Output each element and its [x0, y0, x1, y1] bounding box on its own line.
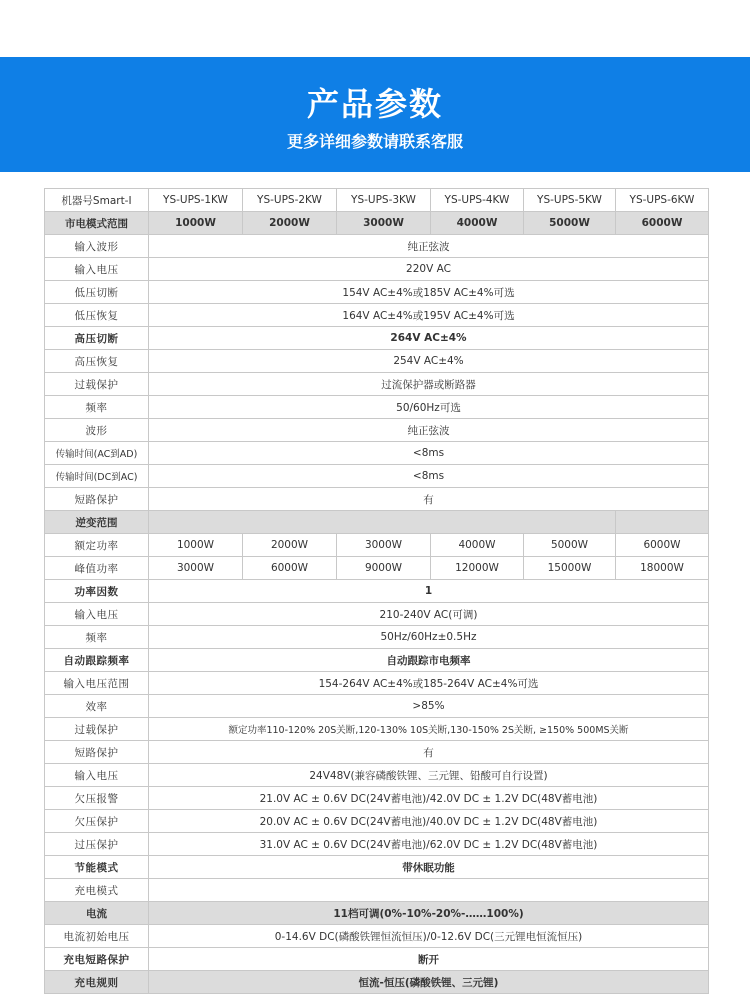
row-label: 峰值功率: [45, 557, 149, 580]
row-label: 短路保护: [45, 488, 149, 511]
row-value: 11档可调(0%-10%-20%-……100%): [149, 902, 709, 925]
table-cell: 3000W: [149, 557, 243, 580]
row-label: 过载保护: [45, 718, 149, 741]
section-label: 电流: [45, 902, 149, 925]
table-row: [45, 442, 709, 465]
row-label: 输入电压: [45, 603, 149, 626]
table-row: [45, 649, 709, 672]
table-row: [45, 373, 709, 396]
row-value: <8ms: [149, 465, 709, 488]
table-cell: 6000W: [243, 557, 337, 580]
row-value: 154-264V AC±4%或185-264V AC±4%可选: [149, 672, 709, 695]
table-row: [45, 695, 709, 718]
header-banner: [0, 57, 750, 172]
table-row: [45, 281, 709, 304]
section-label: 市电模式范围: [45, 212, 149, 235]
table-row: [45, 488, 709, 511]
row-label: 高压恢复: [45, 350, 149, 373]
row-value: [149, 879, 709, 902]
table-row: [45, 741, 709, 764]
table-cell: 18000W: [616, 557, 709, 580]
table-cell: 4000W: [431, 534, 524, 557]
row-label: 传输时间(AC到AD): [45, 442, 149, 465]
table-cell: 1000W: [149, 212, 243, 235]
page-subtitle: 更多详细参数请联系客服: [286, 132, 463, 151]
row-label: 短路保护: [45, 741, 149, 764]
row-value: 1: [149, 580, 709, 603]
model-cell: YS-UPS-5KW: [524, 189, 616, 212]
table-row: [45, 396, 709, 419]
row-label: 传输时间(DC到AC): [45, 465, 149, 488]
table-cell: 4000W: [431, 212, 524, 235]
table-cell: 3000W: [337, 212, 431, 235]
row-label: 频率: [45, 396, 149, 419]
row-value: 254V AC±4%: [149, 350, 709, 373]
model-cell: YS-UPS-3KW: [337, 189, 431, 212]
row-value: 自动跟踪市电频率: [149, 649, 709, 672]
row-value: 断开: [149, 948, 709, 971]
row-label: 充电规则: [45, 971, 149, 994]
row-value: 24V48V(兼容磷酸铁锂、三元锂、铅酸可自行设置): [149, 764, 709, 787]
table-row: [45, 465, 709, 488]
table-row: [45, 350, 709, 373]
model-cell: YS-UPS-1KW: [149, 189, 243, 212]
table-row: [45, 626, 709, 649]
table-header-row: [45, 189, 709, 212]
table-row: [45, 672, 709, 695]
row-label: 输入电压范围: [45, 672, 149, 695]
row-value: 0-14.6V DC(磷酸铁锂恒流恒压)/0-12.6V DC(三元锂电恒流恒压): [149, 925, 709, 948]
row-value: 220V AC: [149, 258, 709, 281]
row-value: 50/60Hz可选: [149, 396, 709, 419]
table-row: [45, 787, 709, 810]
spec-table: [44, 188, 709, 994]
section-label: 逆变范围: [45, 511, 149, 534]
row-value: 31.0V AC ± 0.6V DC(24V蓄电池)/62.0V DC ± 1.2V DC(48V蓄电池): [149, 833, 709, 856]
row-label: 欠压保护: [45, 810, 149, 833]
row-value: 50Hz/60Hz±0.5Hz: [149, 626, 709, 649]
row-label: 频率: [45, 626, 149, 649]
row-label: 输入电压: [45, 764, 149, 787]
table-row: [45, 925, 709, 948]
row-label: 输入波形: [45, 235, 149, 258]
row-value: 纯正弦波: [149, 419, 709, 442]
row-value: 210-240V AC(可调): [149, 603, 709, 626]
page-title: 产品参数: [306, 85, 443, 123]
model-cell: YS-UPS-4KW: [431, 189, 524, 212]
table-row: [45, 810, 709, 833]
table-cell: 2000W: [243, 534, 337, 557]
table-cell: 12000W: [431, 557, 524, 580]
table-cell: 5000W: [524, 212, 616, 235]
model-label-cell: 机器号Smart-I: [45, 189, 149, 212]
table-row: [45, 718, 709, 741]
table-row: [45, 856, 709, 879]
table-cell: 9000W: [337, 557, 431, 580]
row-value: 21.0V AC ± 0.6V DC(24V蓄电池)/42.0V DC ± 1.2V DC(48V蓄电池): [149, 787, 709, 810]
row-label: 功率因数: [45, 580, 149, 603]
table-row: [45, 971, 709, 994]
row-value: 154V AC±4%或185V AC±4%可选: [149, 281, 709, 304]
table-cell: 6000W: [616, 212, 709, 235]
row-value: 有: [149, 488, 709, 511]
table-cell: 5000W: [524, 534, 616, 557]
table-row: [45, 304, 709, 327]
row-label: 充电短路保护: [45, 948, 149, 971]
model-cell: YS-UPS-2KW: [243, 189, 337, 212]
row-value: 264V AC±4%: [149, 327, 709, 350]
table-cell: 6000W: [616, 534, 709, 557]
row-label: 高压切断: [45, 327, 149, 350]
row-label: 波形: [45, 419, 149, 442]
row-value: <8ms: [149, 442, 709, 465]
row-label: 效率: [45, 695, 149, 718]
row-value: 164V AC±4%或195V AC±4%可选: [149, 304, 709, 327]
table-cell: [149, 511, 616, 534]
section-row-inverter: [45, 511, 709, 534]
model-cell: YS-UPS-6KW: [616, 189, 709, 212]
row-value: 带休眠功能: [149, 856, 709, 879]
row-value: >85%: [149, 695, 709, 718]
table-row: [45, 879, 709, 902]
table-row: [45, 948, 709, 971]
row-label: 电流初始电压: [45, 925, 149, 948]
table-row: [45, 764, 709, 787]
row-label: 低压切断: [45, 281, 149, 304]
table-cell: 1000W: [149, 534, 243, 557]
row-label: 欠压报警: [45, 787, 149, 810]
table-cell: 3000W: [337, 534, 431, 557]
row-label: 过载保护: [45, 373, 149, 396]
row-value: 额定功率110-120% 20S关断,120-130% 10S关断,130-150% 2S关断, ≥150% 500MS关断: [149, 718, 709, 741]
table-cell: 15000W: [524, 557, 616, 580]
row-label: 节能模式: [45, 856, 149, 879]
table-row: [45, 603, 709, 626]
row-label: 自动跟踪频率: [45, 649, 149, 672]
row-label: 过压保护: [45, 833, 149, 856]
table-row: [45, 258, 709, 281]
table-row: [45, 580, 709, 603]
table-row: [45, 327, 709, 350]
table-row: [45, 833, 709, 856]
table-row: [45, 557, 709, 580]
table-row: [45, 534, 709, 557]
section-row-mains: [45, 212, 709, 235]
table-cell: 2000W: [243, 212, 337, 235]
table-cell: [616, 511, 709, 534]
row-label: 额定功率: [45, 534, 149, 557]
row-value: 有: [149, 741, 709, 764]
row-label: 低压恢复: [45, 304, 149, 327]
section-row-current: [45, 902, 709, 925]
table-row: [45, 235, 709, 258]
table-row: [45, 419, 709, 442]
row-value: 20.0V AC ± 0.6V DC(24V蓄电池)/40.0V DC ± 1.2V DC(48V蓄电池): [149, 810, 709, 833]
row-label: 输入电压: [45, 258, 149, 281]
row-value: 恒流-恒压(磷酸铁锂、三元锂): [149, 971, 709, 994]
row-label: 充电模式: [45, 879, 149, 902]
row-value: 过流保护器或断路器: [149, 373, 709, 396]
row-value: 纯正弦波: [149, 235, 709, 258]
